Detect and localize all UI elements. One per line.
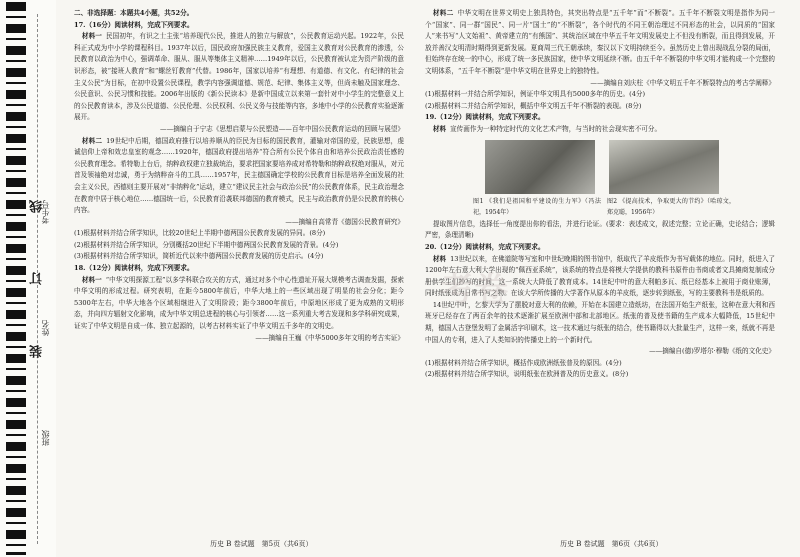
- q20-m-text: 13世纪以来，在佛道院等写室和中世纪晚期的图书馆中，纸取代了羊皮纸作为书写载体的地位。同时，纸进入了1200年左右意大利大学出现的“佩西亚系统”，该系统的特点是将模大学提供的教科书原件由书商或者文具摊商复制成分册供学生们抄写的时间，这一系统大大降低了教育成本。14世纪中叶的意大利帕多瓦、纸已经基本上被用于商业账簿，同时纸张成为日常书写之物。在该大学所传播的大学著作从原本的羊皮纸，逐步转到纸张，写的主要教科书是纸质的。: [425, 254, 776, 298]
- q18-question-2: (2)根据材料二并结合所学知识，概括中华文明五千年不断裂的表现。(8分): [425, 101, 642, 110]
- q18-m1-source: ——摘编自王巍《中华5000多年文明的考古实证》: [255, 333, 404, 342]
- binding-gutter: [0, 0, 56, 557]
- q19-title: 19.（12分）阅读材料，完成下列要求。: [425, 113, 545, 122]
- q17-m2-label: 材料二: [81, 136, 103, 145]
- q19-question: 提取图片信息，选择任一角度提出你的看法，并进行论证。(要求：表述成文，叙述完整；立论正确，史论结合；逻辑严密，条理清晰): [425, 219, 775, 240]
- q19-m-text: 宣传画作为一种特定时代的文化艺术产物，与当时的社会现实密不可分。: [450, 124, 662, 133]
- q20-material-cont: 14世纪中叶，乞黎大学为了摆脱对意大利的依赖，开始在本国建立造纸坊，在法国开始生产纸张，这种在意大利和西班牙已经存在了两百余年的技术逐渐扩展至欧洲中部和北部地区。纸张的普及使书籍的生产成本大幅降低，15世纪中期，德国人古登堡发明了金属活字印刷术，这一技术通过与纸张的结合，使书籍得以大批量生产，这样一来，纸就不再是中国人的专利，进入了人类知识的传播史上的一个新时代。: [425, 300, 775, 344]
- q20-m-label: 材料: [432, 254, 447, 263]
- figure-captions: [473, 196, 775, 219]
- q17-m2-text: 19世纪中后期，德国政府推行以培养顺从的臣民为目标的国民教育，灌输对帝国的爱，民族思想，虔诚信仰上帝和效忠皇室的观念……1920年，德国政府提出培养“符合所有公民个体自由和培养公民政治责任感的公民教育理念。希特勒上台后，纳粹政权建立独裁统治，要求把国家要培养成对希特勒和纳粹政权绝对服从，对元首及领袖绝对忠诚，勇于为纳粹奋斗的工具……1957年，民主德国确定学校的公民教育目标是培养全面发展的社会主义公民，西德则主要开展对“非纳粹化”运动，建立“建议民主社会与政治公民”的公民教育体系，民主政治理念在教育中居于核心地位……德国统一后，公民教育沿袭联邦德国的教育模式，民主与政治教育仍是公民教育的核心内容。: [74, 136, 405, 215]
- class-label: 班级: [41, 430, 50, 446]
- poster-image-2: [609, 140, 719, 194]
- q18-material-1: [74, 275, 404, 333]
- q17-question-3: (3)根据材料并结合所学知识，简析近代以来中德两国公民教育发展的历史启示。(4分): [74, 252, 324, 261]
- q17-question-1: (1)根据材料并结合所学知识，比较20世纪上半期中德两国公民教育发展的异同。(8分): [74, 229, 326, 238]
- q19-m-label: 材料: [432, 124, 447, 133]
- line-char: 线: [30, 200, 45, 213]
- q17-question-2: (2)根据材料并结合所学知识，分别概括20世纪下半期中德两国公民教育发展的背景。(4分): [74, 240, 339, 249]
- q18-material-2: [425, 8, 775, 78]
- q20-title: 20.（12分）阅读材料，完成下列要求。: [425, 242, 545, 251]
- q19-material: [425, 124, 775, 136]
- q17-material-1: [74, 31, 404, 124]
- q18-m2-text: 中华文明在世界文明史上独具特色，其突出特点是“五千年”而“不断裂”。五千年不断裂文明是指作为同一个“国家”、同一群“国民”、同一片“国土”的“不断裂”，各个时代的不同王朝治理过不同形态的社会，以同质的“国家人”来书写“人文始祖”、黄帝建立的“有熊国”、其统治区域在中华五千年文明发展史上不但没有断裂，而且得到发展，开放并善汉支明清时期得到更新发展。夏商周三代王朝承续，秦汉以下文明持续至今。虽然历史上曾出现战乱分裂的局面，但始终存在统一的中心，形成了统一多民族国家，使中华文明延续不断。由五千年不断裂的中华文明才能构成一个完整的文明体系，“五千年不断裂”是中华文明在世界史上的独特性。: [425, 9, 776, 75]
- q20-m-source: ——摘编自(德)罗塔尔·穆勒《纸的文化史》: [649, 347, 775, 356]
- q18-m2-label: 材料二: [432, 9, 454, 17]
- fig2-caption: 图2 《提高技术，争取更大的节约》（哈琼文，郑克聪，1956年）: [607, 197, 735, 217]
- barcode-strip: [6, 2, 26, 555]
- exam-no-label: 考生号: [41, 200, 50, 224]
- q18-m1-text: “中华文明探源工程”以多学科联合攻关的方式，通过对多个中心性遗址开展大规模考古调查发掘，探索中华文明的形成过程。研究表明，在距今5800年前后，中华大地上的一些区域出现了明显的社会分化；距今5300年左右，中华大地各个区域相继进入了文明阶段；距今3800年前后，中原地区形成了更为成熟的文明形态，并向四方辐射文化影响，成为中华文明总进程的核心与引领者……这一系列重大考古发现和多学科研究成果，证实了中华文明是自成一体、独立起源的，以考古材料实证了中华文明五千多年的文明史。: [74, 275, 404, 331]
- left-column: [74, 8, 404, 344]
- ding-char: 订: [30, 272, 45, 285]
- poster-image-1: [485, 140, 595, 194]
- q18-m2-source: ——摘编自刘庆柱《中华文明五千年不断裂特点的考古学阐释》: [590, 78, 775, 87]
- q18-title: 18.（12分）阅读材料，完成下列要求。: [74, 264, 194, 273]
- q17-material-2: [74, 136, 404, 217]
- q17-m2-source: ——摘编自高常青《德国公民教育研究》: [285, 217, 404, 226]
- q17-m1-label: 材料一: [81, 32, 102, 41]
- fig1-caption: 图1 《我们是祖国和平建设的生力军》（冯法祀，1954年）: [473, 197, 601, 217]
- left-page-footer: 历史 B 卷试题 第5页（共6页）: [210, 540, 313, 548]
- watermark: 考卷: [440, 270, 508, 310]
- right-page-footer: 历史 B 卷试题 第6页（共6页）: [560, 540, 663, 548]
- q20-question-2: (2)根据材料并结合所学知识，说明纸张在欧洲普及的历史意义。(8分): [425, 370, 629, 379]
- section-title: 二、非选择题：本题共4小题，共52分。: [74, 9, 194, 17]
- figures: [485, 140, 775, 194]
- q18-m1-label: 材料一: [81, 275, 102, 284]
- q17-title: 17.（16分）阅读材料，完成下列要求。: [74, 20, 194, 29]
- right-column: [425, 8, 775, 381]
- q20-question-1: (1)根据材料并结合所学知识，概括作成欧洲纸张普及的原因。(4分): [425, 358, 622, 367]
- zhuang-char: 装: [30, 345, 45, 358]
- q18-question-1: (1)根据材料一并结合所学知识，例证中华文明具有5000多年的历史。(4分): [425, 90, 646, 99]
- q17-m1-source: ——摘编自于宁志《思想启蒙与公民塑造——百年中国公民教育运动的回顾与展望》: [160, 124, 404, 133]
- name-label: 姓名: [41, 320, 50, 336]
- q17-m1-text: 民国初年，有识之士主张“培养现代公民，推进人的独立与解放”，公民教育运动兴起。1922年，公民科正式成为中小学的课程科目。1937年以后，国民政府加强民族主义教育，爱国主义教育对公民教育的渗透，公民教育以政治为中心，强调革命、服从、服从等集体主义精神……1949年以后，公民教育被认定为资产阶级的意识形态，被“接班人教育”和“螺丝钉教育”代替。1986年，国家以培养“有理想、有道德、有文化、有纪律的社会主义公民”为目标，在初中设置公民课程，教学内容强调道德、规范、纪律、集体主义等，但尚未触及国家理念、公民意识、公民习惯和技能。2006年出版的《新公民读本》是新中国成立以来第一套针对中小学生的完整意义上的公民教育读本，涉及公民道德、公民伦理、公民权利、公民义务与技能等内容，多地中小学的公民教育实验逐渐展开。: [74, 32, 404, 122]
